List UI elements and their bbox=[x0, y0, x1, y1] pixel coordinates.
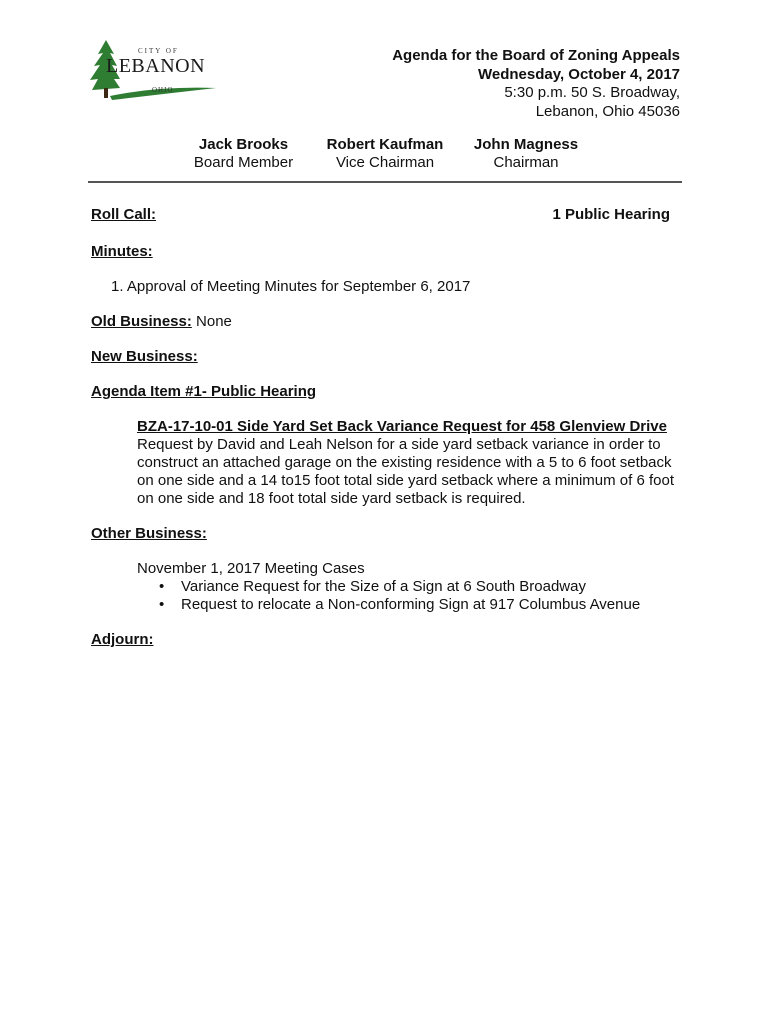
case-title: BZA-17-10-01 Side Yard Set Back Variance Request for 458 Glenview Drive bbox=[137, 418, 667, 435]
other-business-label: Other Business: bbox=[91, 525, 207, 542]
board-member bbox=[322, 136, 448, 172]
other-business-intro: November 1, 2017 Meeting Cases bbox=[137, 560, 365, 577]
logo-state-text: OHIO bbox=[152, 86, 174, 94]
member-name: John Magness bbox=[473, 136, 579, 153]
roll-call-label: Roll Call: bbox=[91, 206, 157, 223]
new-business-label: New Business: bbox=[91, 348, 198, 365]
member-role: Board Member bbox=[193, 154, 294, 171]
member-name: Jack Brooks bbox=[198, 136, 289, 153]
case-block bbox=[91, 418, 681, 508]
minutes-label: Minutes: bbox=[91, 243, 153, 260]
agenda-body bbox=[91, 206, 681, 649]
agenda-item-label: Agenda Item #1- Public Hearing bbox=[91, 383, 317, 400]
logo-city-text: CITY OF bbox=[138, 47, 179, 55]
old-business-value: None bbox=[191, 313, 232, 330]
case-description-line: on one side and 18 foot total side yard setback is required. bbox=[137, 490, 526, 507]
meeting-header bbox=[392, 47, 680, 121]
case-description-line: on one side and a 14 to15 foot total side yard setback where a minimum of 6 foot bbox=[137, 472, 674, 489]
case-description-line: construct an attached garage on the existing residence with a 5 to 6 foot setback bbox=[137, 454, 672, 471]
board-member bbox=[186, 136, 301, 172]
other-business-list bbox=[91, 578, 681, 614]
minutes-item: 1. Approval of Meeting Minutes for September 6, 2017 bbox=[111, 278, 471, 295]
logo-name-text: LEBANON bbox=[106, 55, 206, 77]
board-member bbox=[468, 136, 584, 172]
old-business-row bbox=[91, 313, 681, 331]
city-logo bbox=[88, 38, 220, 102]
agenda-title: Agenda for the Board of Zoning Appeals bbox=[392, 47, 680, 64]
public-hearing-count: 1 Public Hearing bbox=[552, 206, 670, 223]
meeting-city: Lebanon, Ohio 45036 bbox=[535, 102, 680, 120]
meeting-date: Wednesday, October 4, 2017 bbox=[477, 65, 680, 83]
case-description-line: Request by David and Leah Nelson for a side yard setback variance in order to bbox=[137, 436, 661, 453]
list-item: • Variance Request for the Size of a Sign at 6 South Broadway bbox=[153, 578, 681, 596]
member-role: Chairman bbox=[493, 154, 559, 171]
adjourn-label: Adjourn: bbox=[91, 631, 154, 648]
roll-call-row bbox=[91, 206, 681, 224]
member-role: Vice Chairman bbox=[335, 154, 435, 171]
meeting-time-address: 5:30 p.m. 50 S. Broadway, bbox=[504, 84, 680, 101]
header-divider bbox=[88, 181, 682, 183]
list-item: • Request to relocate a Non-conforming Sign at 917 Columbus Avenue bbox=[153, 596, 681, 614]
old-business-label: Old Business: bbox=[91, 313, 192, 330]
member-name: Robert Kaufman bbox=[326, 136, 444, 153]
